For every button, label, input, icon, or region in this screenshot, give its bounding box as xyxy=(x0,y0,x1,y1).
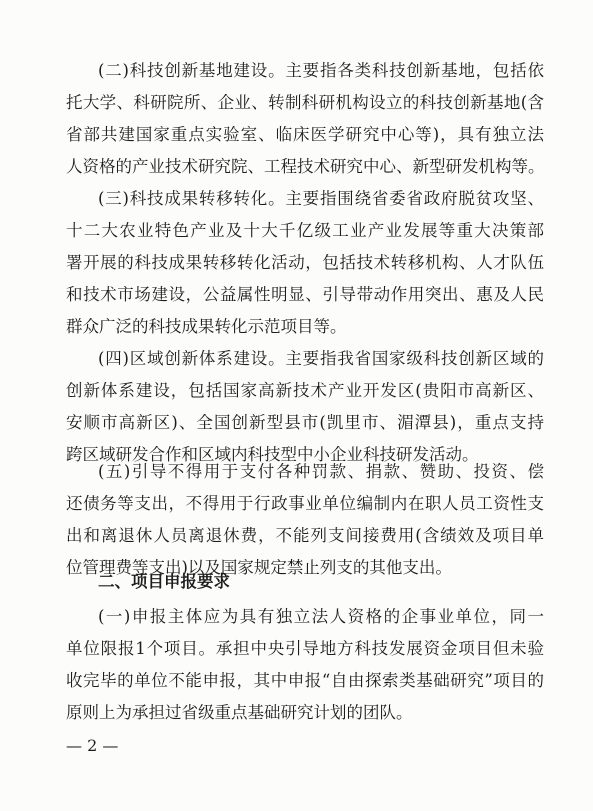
text-line: 和技术市场建设，公益属性明显、引导带动作用突出、惠及人民 xyxy=(66,285,544,304)
text-line: (一)申报主体应为具有独立法人资格的企事业单位，同一 xyxy=(98,607,544,626)
paragraph-applicant-requirements xyxy=(66,601,544,729)
text-line: (五)引导不得用于支付各种罚款、捐款、赞助、投资、偿 xyxy=(98,462,544,481)
text-line: 还债务等支出，不得用于行政事业单位编制内在职人员工资性支 xyxy=(66,494,544,513)
text-line: 署开展的科技成果转移转化活动，包括技术转移机构、人才队伍 xyxy=(66,253,544,272)
text-line: 省部共建国家重点实验室、临床医学研究中心等)，具有独立法 xyxy=(66,125,544,144)
page-number: — 2 — xyxy=(66,736,119,755)
text-line: 出和离退休人员离退休费，不能列支间接费用(含绩效及项目单 xyxy=(66,526,544,545)
text-line: 托大学、科研院所、企业、转制科研机构设立的科技创新基地(含 xyxy=(66,93,544,112)
text-line: 收完毕的单位不能申报，其中申报“自由探索类基础研究”项目的 xyxy=(66,671,544,690)
paragraph-tech-transfer xyxy=(66,183,544,343)
text-line: 十二大农业特色产业及十大千亿级工业产业发展等重大决策部 xyxy=(66,221,544,240)
text-line: 原则上为承担过省级重点基础研究计划的团队。 xyxy=(66,703,413,722)
text-line: 创新体系建设，包括国家高新技术产业开发区(贵阳市高新区、 xyxy=(66,381,544,400)
paragraph-tech-innovation-base xyxy=(66,55,544,183)
paragraph-fund-restrictions xyxy=(66,456,544,584)
paragraph-regional-innovation xyxy=(66,343,544,471)
text-line: 单位限报1个项目。承担中央引导地方科技发展资金项目但未验 xyxy=(66,639,544,658)
text-line: 位管理费等支出)以及国家规定禁止列支的其他支出。 xyxy=(66,558,452,577)
text-line: 人资格的产业技术研究院、工程技术研究中心、新型研发机构等。 xyxy=(66,157,544,176)
text-line: (二)科技创新基地建设。主要指各类科技创新基地，包括依 xyxy=(98,61,544,80)
text-line: (三)科技成果转移转化。主要指围绕省委省政府脱贫攻坚、 xyxy=(98,189,544,208)
section-heading: 二、项目申报要求 xyxy=(98,572,230,591)
text-line: 安顺市高新区)、全国创新型县市(凯里市、湄潭县)，重点支持 xyxy=(66,413,544,432)
text-line: (四)区域创新体系建设。主要指我省国家级科技创新区域的 xyxy=(98,349,544,368)
text-line: 跨区域研发合作和区域内科技型中小企业科技研发活动。 xyxy=(66,445,479,464)
text-line: 群众广泛的科技成果转化示范项目等。 xyxy=(66,317,347,336)
